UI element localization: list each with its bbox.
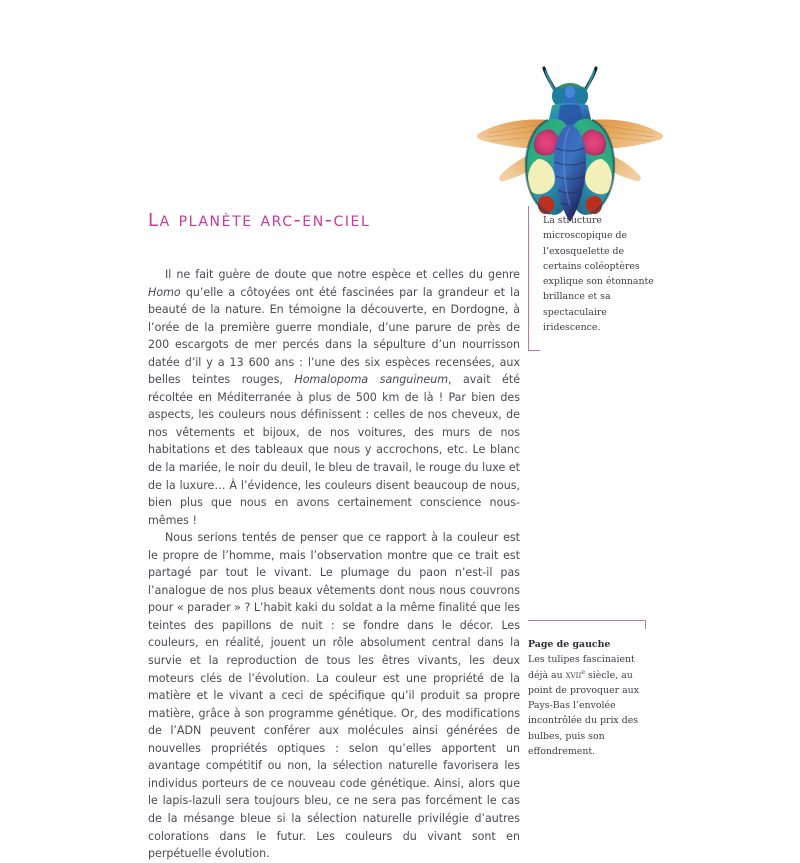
caption-bottom-body: [528, 620, 656, 759]
caption-bottom-text-before: Les tulipes fascinaient déjà au: [528, 654, 635, 681]
caption-bottom-text-after: siècle, au point de provoquer aux Pays-Bas l’envolée incontrôlée du prix des bulbes, puis son effondrement.: [528, 669, 639, 758]
species-name-homalopoma: Homalopoma sanguineum: [294, 373, 448, 387]
body-paragraph-1: [148, 266, 520, 529]
paragraph-1-run-3: qu’elle a côtoyées ont été fascinées par la grandeur et la beauté de la nature. En témoigne la découverte, en Dordogne, à l’orée de la première guerre mondiale, d’une parure de près de 200 escargots de mer percés dans la sépulture d’un nourrisson datée d’il y a 13 600 ans : l’une des six espèces recensées, aux belles teintes rouges,: [148, 285, 520, 387]
paragraph-2-run-1: Nous serions tentés de penser que ce rapport à la couleur est le propre de l’homme, mais l’observation montre que ce trait est partagé par tout le vivant. Le plumage du paon n’est-il pas l’analogue de nos plus beaux vêtements dont nous nous couvrons pour « parader » ? L’habit kaki du soldat a la même finalité que les teintes des papillons de nuit : se fondre dans le décor. Les couleurs, en réalité, jouent un rôle absolument central dans la survie et la reproduction de tous les êtres vivants, les deux moteurs clés de l’évolution. La couleur est une propriété de la matière et le vivant a ceci de spécifique qu’il produit sa propre matière, grâce à son programme génétique. Or, des modifications de l’ADN peuvent conférer aux molécules ainsi générées de nouvelles propriétés optiques : selon qu’elles apportent un avantage compétitif ou non, la sélection naturelle favorisera les individus porteurs de ce nouveau code génétique. Ainsi, alors que le lapis-lazuli sera toujours bleu, ce ne sera pas forcément le cas de la mésange bleue si la sélection naturelle privilégie d’autres colorations dans le futur. Les couleurs du vivant sont en perpétuelle évolution.: [148, 531, 520, 861]
main-text-column: [148, 205, 520, 863]
paragraph-1-run-1: Il ne fait guère de doute que notre espèce et celles du genre: [165, 268, 520, 281]
species-name-homo: Homo: [148, 285, 181, 299]
figure-caption-top: [528, 206, 654, 335]
body-paragraph-2: [148, 529, 520, 862]
caption-bracket-left: [528, 206, 540, 351]
paragraph-1-run-5: , avait été récoltée en Méditerranée à plus de 500 km de là ! Par bien des aspects, les couleurs nous définissent : celles de nos cheveux, de nos vêtements et bijoux, de nos voitures, des murs de nos habitations et des tableaux que nous y accrochons, etc. Le blanc de la mariée, le noir du deuil, le bleu de travail, le rouge du luxe et de la luxure… À l’évidence, les couleurs disent beaucoup de nous, bien plus que nous en avons certainement conscience nous-mêmes !: [148, 373, 520, 527]
century-ordinal-suffix: e: [581, 667, 586, 676]
jewel-beetle-illustration: [472, 58, 668, 228]
century-numeral: xvii: [565, 669, 582, 681]
caption-top-text: La structure microscopique de l’exosquelette de certains coléoptères explique son étonnante brillance et sa spectaculaire iridescence.: [543, 215, 654, 334]
page-title: la planète arc-en-ciel: [148, 203, 371, 232]
caption-bottom-heading: Page de gauche: [528, 639, 611, 650]
figure-caption-bottom: [528, 620, 656, 759]
